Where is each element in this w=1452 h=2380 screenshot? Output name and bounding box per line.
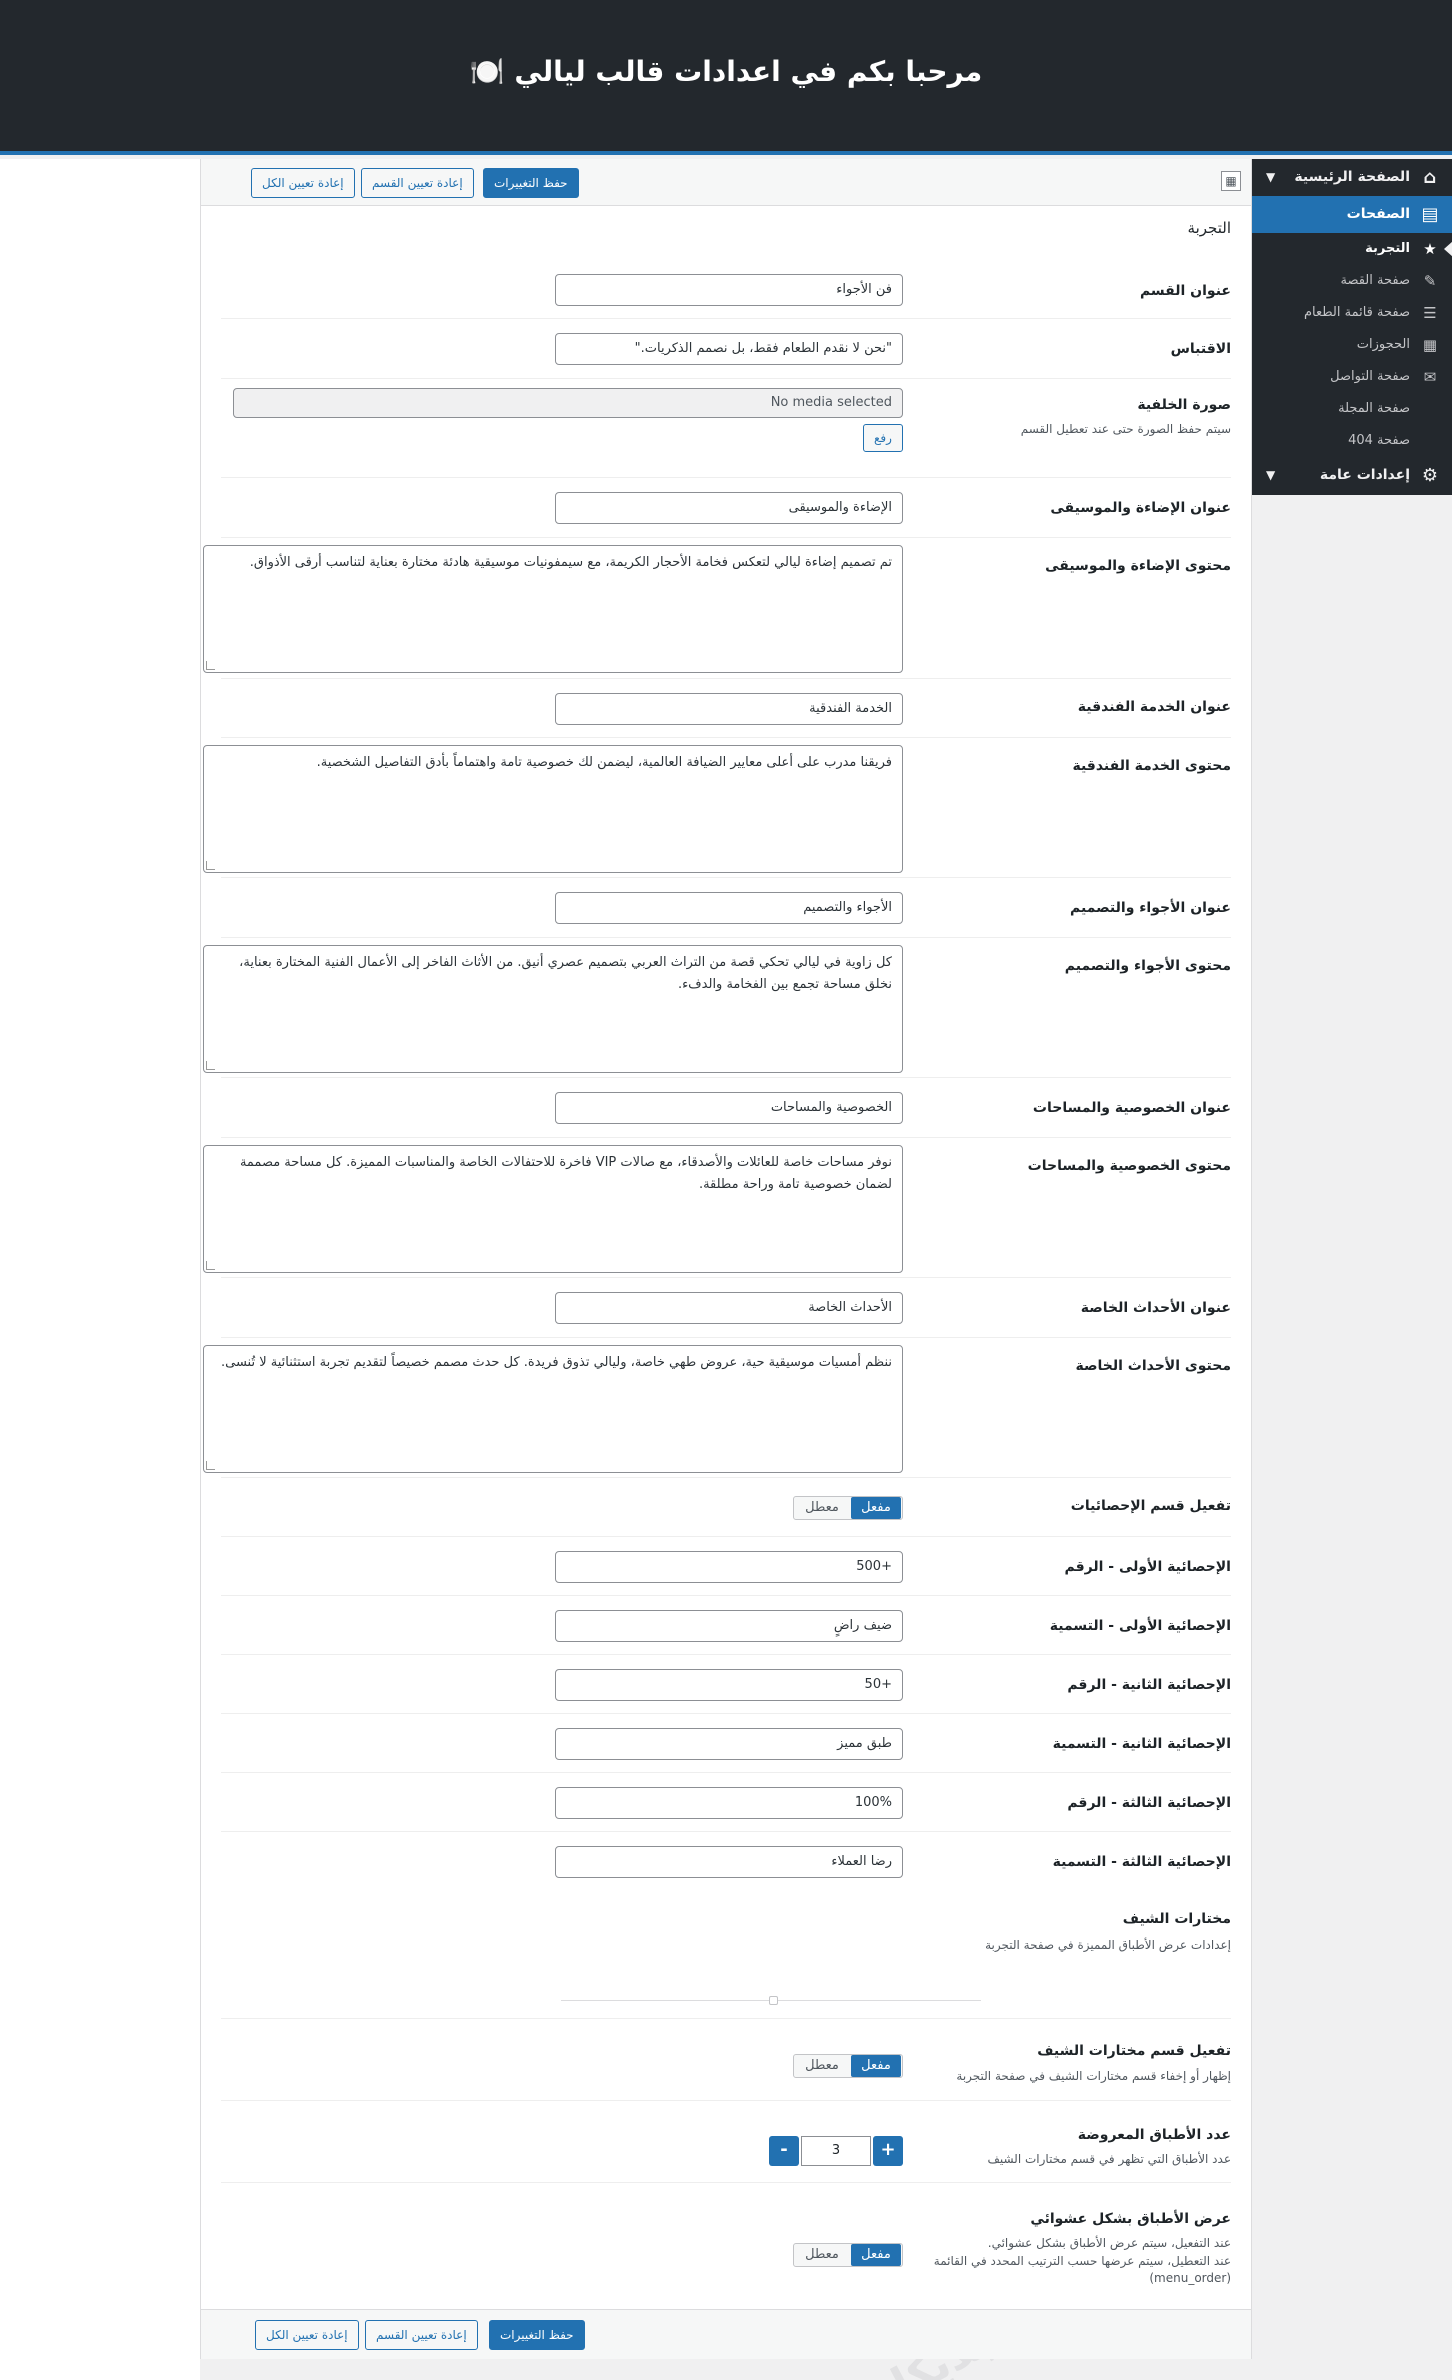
field-row bbox=[221, 878, 1231, 938]
stats-toggle[interactable] bbox=[793, 1496, 903, 1520]
reset-all-button[interactable]: إعادة تعيين الكل bbox=[255, 2320, 359, 2350]
upload-button[interactable]: رفع bbox=[863, 424, 903, 452]
chevron-down-icon[interactable]: ▼ bbox=[1266, 170, 1276, 184]
field-row bbox=[221, 1773, 1231, 1832]
sidebar-item-general-settings[interactable] bbox=[1252, 457, 1452, 494]
field-row bbox=[221, 1596, 1231, 1655]
dish-count-stepper[interactable] bbox=[769, 2136, 903, 2166]
chef-toggle[interactable] bbox=[793, 2054, 903, 2078]
toggle-off-option[interactable]: معطل bbox=[805, 2247, 839, 2262]
field-label: عنوان الخصوصية والمساحات bbox=[1032, 1100, 1231, 1116]
home-icon: ⌂ bbox=[1423, 167, 1437, 188]
sidebar-subitem-menu[interactable] bbox=[1252, 297, 1452, 329]
field-label: مختارات الشيف bbox=[1122, 1911, 1231, 1927]
toggle-on-option[interactable]: مفعل bbox=[851, 2055, 901, 2077]
toggle-on-option[interactable]: مفعل bbox=[851, 2244, 901, 2266]
reset-section-button[interactable]: إعادة تعيين القسم bbox=[361, 168, 474, 198]
field-row bbox=[221, 1714, 1231, 1773]
field-description: إعدادات عرض الأطباق المميزة في صفحة التجربة bbox=[985, 1938, 1231, 1952]
field-label: الإحصائية الثانية - الرقم bbox=[1067, 1677, 1231, 1693]
section-title-input[interactable]: فن الأجواء bbox=[555, 274, 903, 306]
field-label: عرض الأطباق بشكل عشوائي bbox=[1030, 2211, 1231, 2227]
field-row bbox=[221, 538, 1231, 679]
page-header bbox=[0, 0, 1452, 155]
field-row bbox=[221, 679, 1231, 738]
toggle-off-option[interactable]: معطل bbox=[805, 1500, 839, 1515]
page-title: مرحبا بكم في اعدادات قالب ليالي 🍽️ bbox=[469, 55, 983, 88]
sidebar-subitem-label: الحجوزات bbox=[1356, 337, 1410, 352]
star-icon: ★ bbox=[1423, 240, 1437, 258]
field-description: عدد الأطباق التي تظهر في قسم مختارات الشيف bbox=[987, 2152, 1231, 2166]
sidebar-subitem-label: صفحة 404 bbox=[1348, 433, 1410, 448]
field-row bbox=[221, 1338, 1231, 1478]
chevron-down-icon[interactable]: ▼ bbox=[1266, 468, 1276, 482]
stat2-number-input[interactable]: +50 bbox=[555, 1669, 903, 1701]
privacy-title-input[interactable]: الخصوصية والمساحات bbox=[555, 1092, 903, 1124]
save-button[interactable]: حفظ التغييرات bbox=[489, 2320, 585, 2350]
field-label: الإحصائية الثالثة - التسمية bbox=[1052, 1854, 1231, 1870]
field-row bbox=[221, 1832, 1231, 1891]
dish-count-value[interactable]: 3 bbox=[801, 2136, 871, 2166]
decrement-button[interactable]: - bbox=[769, 2136, 799, 2166]
field-row bbox=[221, 319, 1231, 379]
field-row bbox=[221, 1478, 1231, 1537]
field-row bbox=[221, 1138, 1231, 1278]
field-row bbox=[221, 1078, 1231, 1138]
sidebar-subitem-label: صفحة قائمة الطعام bbox=[1303, 305, 1410, 320]
field-row bbox=[221, 1278, 1231, 1338]
toggle-off-option[interactable]: معطل bbox=[805, 2058, 839, 2073]
field-label: محتوى الخدمة الفندقية bbox=[1072, 758, 1231, 774]
grid-icon[interactable]: ▦ bbox=[1221, 171, 1241, 191]
field-row bbox=[221, 1655, 1231, 1714]
field-label: محتوى الأحداث الخاصة bbox=[1075, 1358, 1231, 1374]
field-row bbox=[221, 2183, 1231, 2303]
field-row bbox=[221, 1891, 1231, 2019]
sidebar-subitem-magazine[interactable] bbox=[1252, 393, 1452, 425]
sidebar-subitem-label: صفحة التواصل bbox=[1330, 369, 1410, 384]
stat3-number-input[interactable]: 100% bbox=[555, 1787, 903, 1819]
hospitality-title-input[interactable]: الخدمة الفندقية bbox=[555, 693, 903, 725]
media-url-field: No media selected bbox=[233, 388, 903, 418]
admin-sidebar bbox=[1252, 159, 1452, 495]
ambience-title-input[interactable]: الأجواء والتصميم bbox=[555, 892, 903, 924]
field-label: محتوى الأجواء والتصميم bbox=[1064, 958, 1231, 974]
field-label: الإحصائية الثالثة - الرقم bbox=[1067, 1795, 1231, 1811]
sidebar-subitem-label: صفحة القصة bbox=[1340, 273, 1410, 288]
hospitality-content-textarea[interactable]: فريقنا مدرب على أعلى معايير الضيافة العالمية، ليضمن لك خصوصية تامة واهتماماً بأدق التفاصيل الشخصية. bbox=[203, 745, 903, 873]
field-row bbox=[221, 478, 1231, 538]
reset-section-button[interactable]: إعادة تعيين القسم bbox=[365, 2320, 478, 2350]
field-label: عنوان الخدمة الفندقية bbox=[1077, 699, 1231, 715]
sidebar-item-label: الصفحة الرئيسية bbox=[1294, 169, 1410, 185]
stat1-label-input[interactable]: ضيف راضٍ bbox=[555, 1610, 903, 1642]
gear-icon: ⚙ bbox=[1421, 465, 1439, 486]
field-label: عنوان القسم bbox=[1139, 283, 1231, 299]
divider-handle bbox=[769, 1996, 778, 2005]
field-label: الإحصائية الثانية - التسمية bbox=[1052, 1736, 1231, 1752]
sidebar-subitem-experience[interactable] bbox=[1252, 233, 1452, 265]
lighting-title-input[interactable]: الإضاءة والموسيقى bbox=[555, 492, 903, 524]
sidebar-item-label: إعدادات عامة bbox=[1319, 467, 1410, 483]
field-description: عند التعطيل، سيتم عرضها حسب الترتيب المحدد في القائمة (menu_order) bbox=[933, 2254, 1231, 2285]
random-toggle[interactable] bbox=[793, 2243, 903, 2267]
field-label: عنوان الأجواء والتصميم bbox=[1070, 900, 1231, 916]
page-icon: ▤ bbox=[1421, 204, 1439, 225]
field-label: تفعيل قسم مختارات الشيف bbox=[1037, 2043, 1231, 2059]
sidebar-subitem-contact[interactable] bbox=[1252, 361, 1452, 393]
sidebar-item-home[interactable] bbox=[1252, 159, 1452, 196]
stat1-number-input[interactable]: +500 bbox=[555, 1551, 903, 1583]
toggle-on-option[interactable]: مفعل bbox=[851, 1497, 901, 1519]
sidebar-subitem-label: التجربة bbox=[1365, 241, 1410, 256]
lighting-content-textarea[interactable]: تم تصميم إضاءة ليالي لتعكس فخامة الأحجار الكريمة، مع سيمفونيات موسيقية هادئة مختارة بعناية لتناسب أرقى الأذواق. bbox=[203, 545, 903, 673]
field-label: عنوان الإضاءة والموسيقى bbox=[1050, 500, 1231, 516]
sidebar-item-pages[interactable] bbox=[1252, 196, 1452, 233]
field-row bbox=[221, 1537, 1231, 1596]
field-row bbox=[221, 2019, 1231, 2101]
field-label: الاقتباس bbox=[1170, 341, 1231, 357]
field-label: تفعيل قسم الإحصائيات bbox=[1070, 1498, 1231, 1514]
field-description: إظهار أو إخفاء قسم مختارات الشيف في صفحة التجربة bbox=[956, 2069, 1231, 2083]
field-label: عدد الأطباق المعروضة bbox=[1077, 2127, 1231, 2143]
field-description: عند التفعيل، سيتم عرض الأطباق بشكل عشوائي. bbox=[987, 2236, 1231, 2250]
section-title: التجربة bbox=[1187, 219, 1231, 237]
field-row bbox=[221, 738, 1231, 878]
field-row bbox=[221, 2101, 1231, 2183]
stat2-label-input[interactable]: طبق مميز bbox=[555, 1728, 903, 1760]
sidebar-subitem-story[interactable] bbox=[1252, 265, 1452, 297]
field-label: محتوى الخصوصية والمساحات bbox=[1027, 1158, 1231, 1174]
left-blank-area bbox=[0, 159, 200, 2380]
quote-input[interactable]: "نحن لا نقدم الطعام فقط، بل نصمم الذكريات." bbox=[555, 333, 903, 365]
ambience-content-textarea[interactable]: كل زاوية في ليالي تحكي قصة من التراث العربي بتصميم عصري أنيق. من الأثاث الفاخر إلى الأعمال الفنية المختارة بعناية، نخلق مساحة تجمع بين الفخامة والدفء. bbox=[203, 945, 903, 1073]
field-label: الإحصائية الأولى - الرقم bbox=[1064, 1559, 1231, 1575]
sidebar-subitem-404[interactable] bbox=[1252, 425, 1452, 457]
sidebar-item-label: الصفحات bbox=[1346, 206, 1410, 222]
field-row bbox=[221, 938, 1231, 1078]
field-description: سيتم حفظ الصورة حتى عند تعطيل القسم bbox=[1020, 422, 1231, 436]
field-label: الإحصائية الأولى - التسمية bbox=[1049, 1618, 1231, 1634]
field-label: عنوان الأحداث الخاصة bbox=[1080, 1300, 1231, 1316]
events-content-textarea[interactable]: ننظم أمسيات موسيقية حية، عروض طهي خاصة، وليالي تذوق فريدة. كل حدث مصمم خصيصاً لتقديم تجربة استثنائية لا تُنسى. bbox=[203, 1345, 903, 1473]
sidebar-subitem-label: صفحة المجلة bbox=[1338, 401, 1410, 416]
field-row bbox=[221, 259, 1231, 319]
top-toolbar bbox=[201, 159, 1251, 206]
calendar-icon: ▦ bbox=[1422, 336, 1438, 354]
mail-icon: ✉ bbox=[1423, 368, 1437, 386]
field-row bbox=[221, 379, 1231, 478]
bottom-toolbar bbox=[201, 2309, 1251, 2359]
reset-all-button[interactable]: إعادة تعيين الكل bbox=[251, 168, 355, 198]
sidebar-subitem-reservations[interactable] bbox=[1252, 329, 1452, 361]
stat3-label-input[interactable]: رضا العملاء bbox=[555, 1846, 903, 1878]
field-label: محتوى الإضاءة والموسيقى bbox=[1045, 558, 1231, 574]
list-icon: ☰ bbox=[1423, 304, 1437, 322]
save-button[interactable]: حفظ التغييرات bbox=[483, 168, 579, 198]
settings-panel bbox=[200, 159, 1252, 2359]
field-label: صورة الخلفية bbox=[1137, 397, 1231, 413]
events-title-input[interactable]: الأحداث الخاصة bbox=[555, 1292, 903, 1324]
edit-icon: ✎ bbox=[1423, 272, 1437, 290]
increment-button[interactable]: + bbox=[873, 2136, 903, 2166]
privacy-content-textarea[interactable]: نوفر مساحات خاصة للعائلات والأصدقاء، مع صالات VIP فاخرة للاحتفالات الخاصة والمناسبات المميزة. كل مساحة مصممة لضمان خصوصية تامة وراحة مطلقة. bbox=[203, 1145, 903, 1273]
divider bbox=[561, 2000, 981, 2001]
